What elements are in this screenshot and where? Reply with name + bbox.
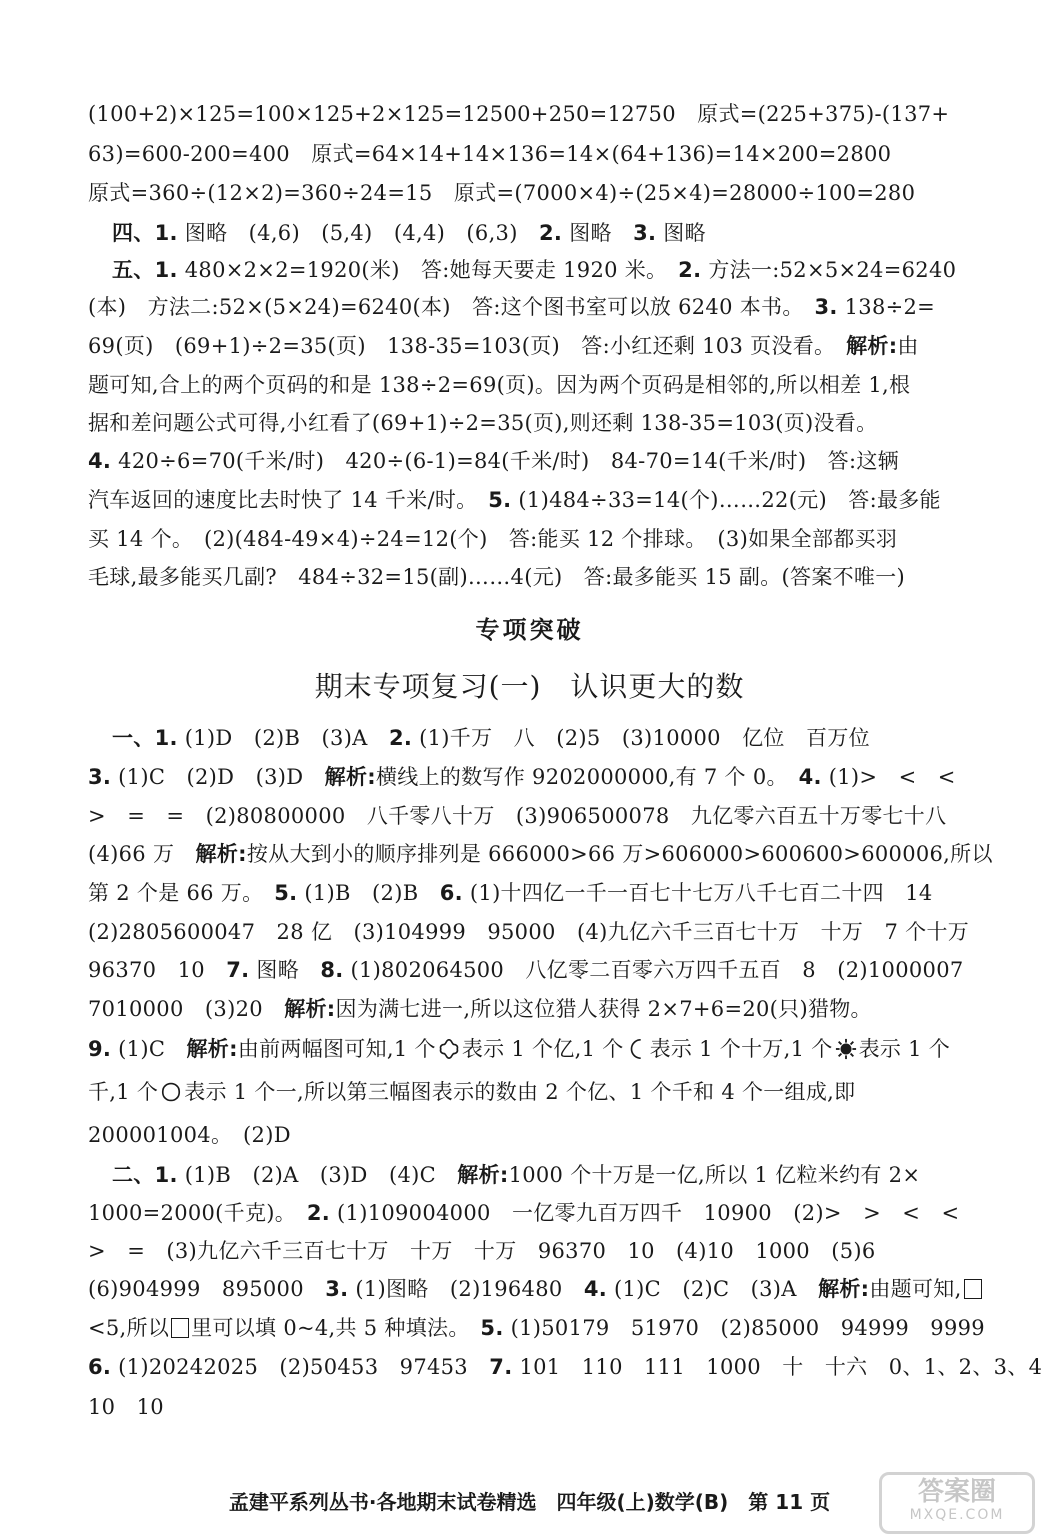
question-number: 2.: [678, 258, 702, 282]
answer-text: (1)图略 (2)196480: [348, 1277, 584, 1301]
question-number: 5.: [488, 488, 512, 512]
question-number: 5.: [480, 1316, 504, 1340]
analysis-label: 解析:: [324, 765, 376, 789]
answer-text: 方法一:52×5×24=6240: [701, 258, 957, 282]
blank-box-icon: [171, 1318, 189, 1338]
text-line: [88, 331, 968, 361]
question-number: 4.: [88, 449, 112, 473]
question-number: 5.: [274, 881, 298, 905]
answer-text: 汽车返回的速度比去时快了 14 千米/时。: [88, 488, 489, 512]
text-line: [112, 1160, 968, 1190]
text-line: [88, 1198, 968, 1228]
answer-text: (1)20242025 (2)50453 97453: [111, 1355, 490, 1379]
answer-text: 表示 1 个: [858, 1037, 951, 1061]
question-number: 3.: [88, 765, 112, 789]
answer-text: (1)B (2)A (3)D (4)C: [177, 1163, 458, 1187]
text-line: (2)2805600047 28 亿 (3)104999 95000 (4)九亿六千三百七十万 十万 7 个十万: [88, 920, 970, 944]
text-line: (100+2)×125=100×125+2×125=12500+250=12750 原式=(225+375)-(137+: [88, 102, 950, 126]
text-line: 原式=360÷(12×2)=360÷24=15 原式=(7000×4)÷(25×4)=28000÷100=280: [88, 181, 916, 205]
question-number: 7.: [489, 1355, 513, 1379]
answer-text: (1)D (2)B (3)A: [177, 726, 389, 750]
answer-text: 101 110 111 1000 十 十六 0、1、2、3、4: [512, 1355, 1043, 1379]
question-number: 四、1.: [112, 221, 178, 245]
text-line: 毛球,最多能买几副? 484÷32=15(副)……4(元) 答:最多能买 15 副。(答案不唯一): [88, 565, 906, 589]
question-number: 6.: [88, 1355, 112, 1379]
answer-text: 图略: [562, 221, 634, 245]
text-line: 题可知,合上的两个页码的和是 138÷2=69(页)。因为两个页码是相邻的,所以相差 1,根: [88, 373, 911, 397]
text-line: [88, 1034, 968, 1064]
cloud-icon: [160, 1081, 182, 1103]
text-line: 200001004。 (2)D: [88, 1123, 291, 1147]
watermark-logo: [879, 1472, 1035, 1534]
question-number: 8.: [320, 958, 344, 982]
text-line: [88, 878, 968, 908]
question-number: 2.: [388, 726, 413, 750]
section-heading: 专项突破: [475, 616, 584, 644]
answer-text: 7010000 (3)20: [88, 997, 285, 1021]
answer-text: 69(页) (69+1)÷2=35(页) 138-35=103(页) 答:小红还剩 103 页没看。: [88, 334, 847, 358]
answer-text: (1)C (2)D (3)D: [111, 765, 325, 789]
question-number: 一、1.: [112, 726, 178, 750]
answer-text: 图略: [249, 958, 321, 982]
answer-text: (1)802064500 八亿零二百零六万四千五百 8 (2)1000007: [343, 958, 964, 982]
question-number: 6.: [439, 881, 463, 905]
text-line: [112, 723, 968, 753]
answer-text: (1)千万 八 (2)5 (3)10000 亿位 百万位: [412, 726, 870, 750]
sun-icon: [835, 1038, 857, 1060]
answer-text: 表示 1 个亿,1 个: [461, 1037, 624, 1061]
answer-text: <5,所以: [88, 1316, 170, 1340]
answer-text: (1)484÷33=14(个)……22(元) 答:最多能: [511, 488, 941, 512]
text-line: 63)=600-200=400 原式=64×14+14×136=14×(64+136)=14×200=2800: [88, 142, 892, 166]
answer-text: (1)> < <: [821, 765, 956, 789]
answer-text: 横线上的数写作 9202000000,有 7 个 0。: [375, 765, 799, 789]
answer-text: 千,1 个: [88, 1080, 159, 1104]
answer-text: (1)C (2)C (3)A: [607, 1277, 819, 1301]
answer-text: 96370 10: [88, 958, 227, 982]
text-line: 10 10: [88, 1395, 164, 1419]
question-number: 4.: [583, 1277, 608, 1301]
answer-text: (1)十四亿一千一百七十七万八千七百二十四 14: [462, 881, 933, 905]
analysis-label: 解析:: [818, 1277, 870, 1301]
watermark-main: 答案圈: [917, 1477, 996, 1507]
answer-text: (4)66 万: [88, 842, 196, 866]
answer-text: (1)109004000 一亿零九百万四千 10900 (2)> > < <: [330, 1201, 960, 1225]
answer-text: 480×2×2=1920(米) 答:她每天要走 1920 米。: [177, 258, 679, 282]
question-number: 3.: [814, 295, 838, 319]
blank-box-icon: [964, 1279, 982, 1299]
answer-text: (6)904999 895000: [88, 1277, 326, 1301]
answer-text: 表示 1 个一,所以第三幅图表示的数由 2 个亿、1 个千和 4 个一组成,即: [184, 1080, 856, 1104]
answer-text: (1)B (2)B: [297, 881, 440, 905]
answer-text: 第 2 个是 66 万。: [88, 881, 275, 905]
answer-text: (1)C: [111, 1037, 187, 1061]
answer-text: 420÷6=70(千米/时) 420÷(6-1)=84(千米/时) 84-70=14(千米/时) 答:这辆: [111, 449, 899, 473]
analysis-label: 解析:: [846, 334, 898, 358]
question-number: 2.: [306, 1201, 331, 1225]
text-line: [88, 1077, 968, 1107]
text-line: [112, 218, 968, 248]
text-line: > = = (2)80800000 八千零八十万 (3)906500078 九亿零六百五十万零七十八: [88, 804, 947, 828]
text-line: > = (3)九亿六千三百七十万 十万 十万 96370 10 (4)10 1000 (5)6: [88, 1239, 876, 1263]
question-number: 3.: [325, 1277, 349, 1301]
text-line: [88, 955, 968, 985]
text-line: [88, 1274, 968, 1304]
watermark-sub: MXQE.COM: [909, 1507, 1005, 1523]
text-line: [88, 839, 993, 869]
text-line: 据和差问题公式可得,小红看了(69+1)÷2=35(页),则还剩 138-35=103(页)没看。: [88, 411, 878, 435]
answer-text: 由: [897, 334, 919, 358]
text-line: [88, 994, 968, 1024]
text-line: [88, 762, 968, 792]
text-line: 买 14 个。 (2)(484-49×4)÷24=12(个) 答:能买 12 个排球。 (3)如果全部都买羽: [88, 527, 898, 551]
answer-text: 因为满七进一,所以这位猎人获得 2×7+6=20(只)猎物。: [335, 997, 872, 1021]
answer-text: 按从大到小的顺序排列是 666000>66 万>606000>600600>600006,所以: [246, 842, 993, 866]
answer-text: (1)50179 51970 (2)85000 94999 9999: [503, 1316, 985, 1340]
flower-icon: [438, 1038, 460, 1060]
chapter-title: 期末专项复习(一) 认识更大的数: [314, 670, 745, 703]
question-number: 3.: [633, 221, 657, 245]
analysis-label: 解析:: [186, 1037, 238, 1061]
answer-text: 图略 (4,6) (5,4) (4,4) (6,3): [177, 221, 540, 245]
question-number: 9.: [88, 1037, 112, 1061]
text-line: [88, 1313, 985, 1343]
text-line: [88, 446, 968, 476]
answer-text: 138÷2=: [837, 295, 936, 319]
text-line: [112, 255, 968, 285]
answer-text: 由题可知,: [869, 1277, 962, 1301]
answer-text: 表示 1 个十万,1 个: [649, 1037, 833, 1061]
answer-text: 里可以填 0~4,共 5 种填法。: [191, 1316, 481, 1340]
answer-text: 由前两幅图可知,1 个: [237, 1037, 436, 1061]
question-number: 五、1.: [112, 258, 178, 282]
answer-text: (本) 方法二:52×(5×24)=6240(本) 答:这个图书室可以放 6240 本书。: [88, 295, 815, 319]
analysis-label: 解析:: [284, 997, 336, 1021]
text-line: [88, 1352, 1043, 1382]
answer-text: 图略: [656, 221, 706, 245]
page-footer: 孟建平系列丛书·各地期末试卷精选 四年级(上)数学(B) 第 11 页: [228, 1490, 831, 1514]
analysis-label: 解析:: [457, 1163, 509, 1187]
analysis-label: 解析:: [195, 842, 247, 866]
question-number: 4.: [798, 765, 822, 789]
question-number: 二、1.: [112, 1163, 178, 1187]
question-number: 2.: [539, 221, 563, 245]
answer-text: 1000 个十万是一亿,所以 1 亿粒米约有 2×: [508, 1163, 921, 1187]
moon-icon: [626, 1038, 648, 1060]
question-number: 7.: [226, 958, 250, 982]
text-line: [88, 485, 968, 515]
answer-text: 1000=2000(千克)。: [88, 1201, 307, 1225]
text-line: [88, 292, 968, 322]
